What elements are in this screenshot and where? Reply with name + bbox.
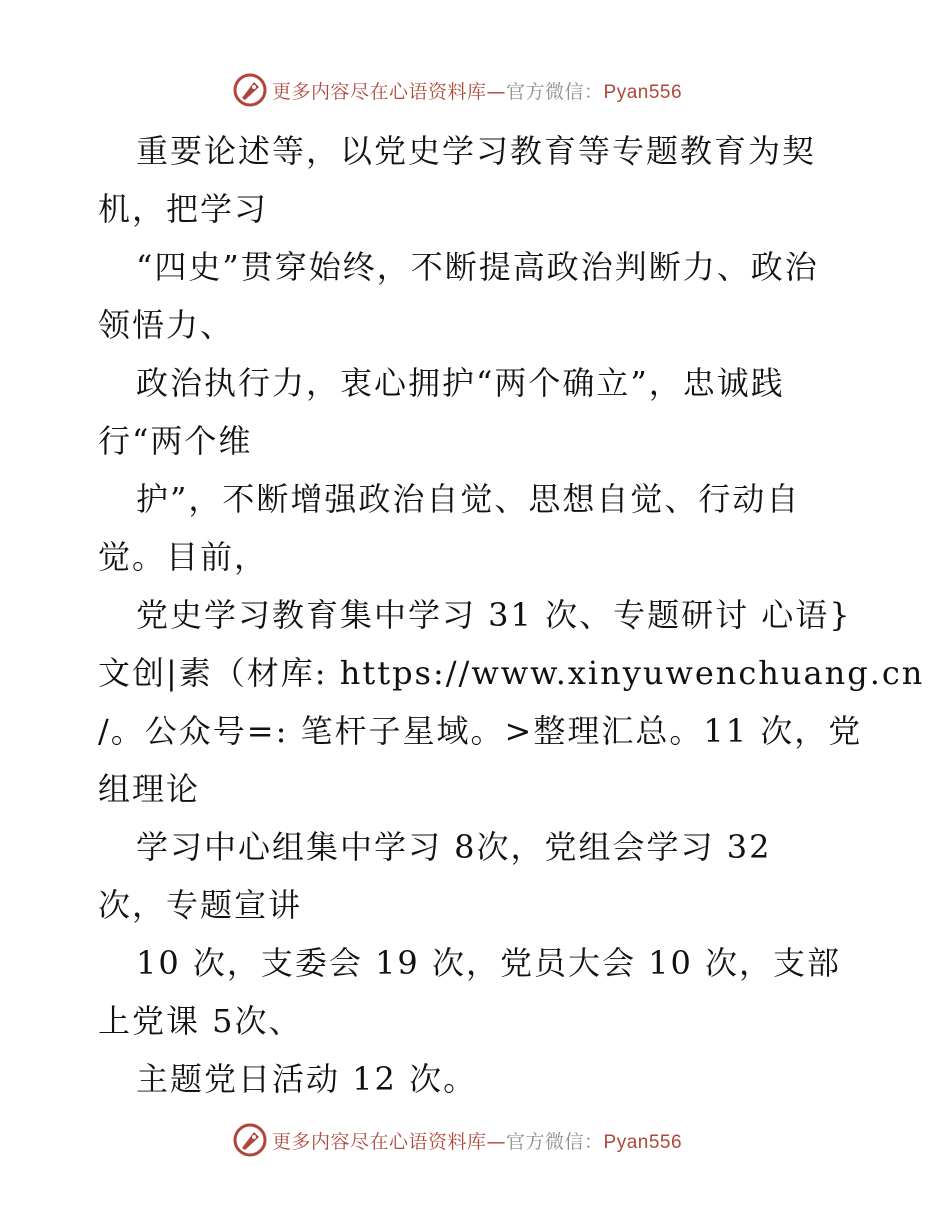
text-line: 党史学习教育集中学习 31 次、专题研讨 心语}: [136, 596, 852, 634]
text-line: 主题党日活动 12 次。: [136, 1060, 478, 1098]
text-line: “四史”贯穿始终，不断提高政治判断力、政治: [136, 248, 819, 286]
watermark-dash: —: [486, 1130, 507, 1153]
watermark-label: 官方微信：: [506, 80, 604, 103]
pen-nib-logo-icon: [232, 1122, 268, 1158]
watermark-text: [272, 1127, 682, 1154]
watermark-site: 更多内容尽在心语资料库: [272, 80, 487, 103]
text-line: 组理论: [98, 770, 201, 808]
text-line: /。公众号=: 笔杆子星域。>整理汇总。11 次，党: [98, 712, 863, 750]
text-line: 政治执行力，衷心拥护“两个确立”，忠诚践: [136, 364, 785, 402]
watermark-text: [272, 77, 682, 104]
text-line: 上党课 5次、: [98, 1002, 303, 1040]
watermark-wechat-id: Pyan556: [603, 81, 683, 103]
watermark-dash: —: [486, 80, 507, 103]
watermark-label: 官方微信：: [506, 1130, 604, 1153]
text-line: 文创|素（材库: https://www.xinyuwenchuang.cn: [98, 654, 925, 692]
footer-watermark: [232, 1120, 752, 1160]
text-line: 重要论述等，以党史学习教育等专题教育为契: [136, 132, 817, 170]
text-line: 护”，不断增强政治自觉、思想自觉、行动自: [136, 480, 801, 518]
text-line: 次，专题宣讲: [98, 886, 303, 924]
pen-nib-logo-icon: [232, 72, 268, 108]
text-line: 领悟力、: [98, 306, 235, 344]
watermark-site: 更多内容尽在心语资料库: [272, 1130, 487, 1153]
text-line: 学习中心组集中学习 8次，党组会学习 32: [136, 828, 772, 866]
text-line: 10 次，支委会 19 次，党员大会 10 次，支部: [136, 944, 842, 982]
text-line: 觉。目前，: [98, 538, 269, 576]
header-watermark: [232, 70, 752, 110]
text-line: 行“两个维: [98, 422, 253, 460]
document-body: [98, 122, 925, 1108]
text-line: 机，把学习: [98, 190, 269, 228]
watermark-wechat-id: Pyan556: [603, 1131, 683, 1153]
